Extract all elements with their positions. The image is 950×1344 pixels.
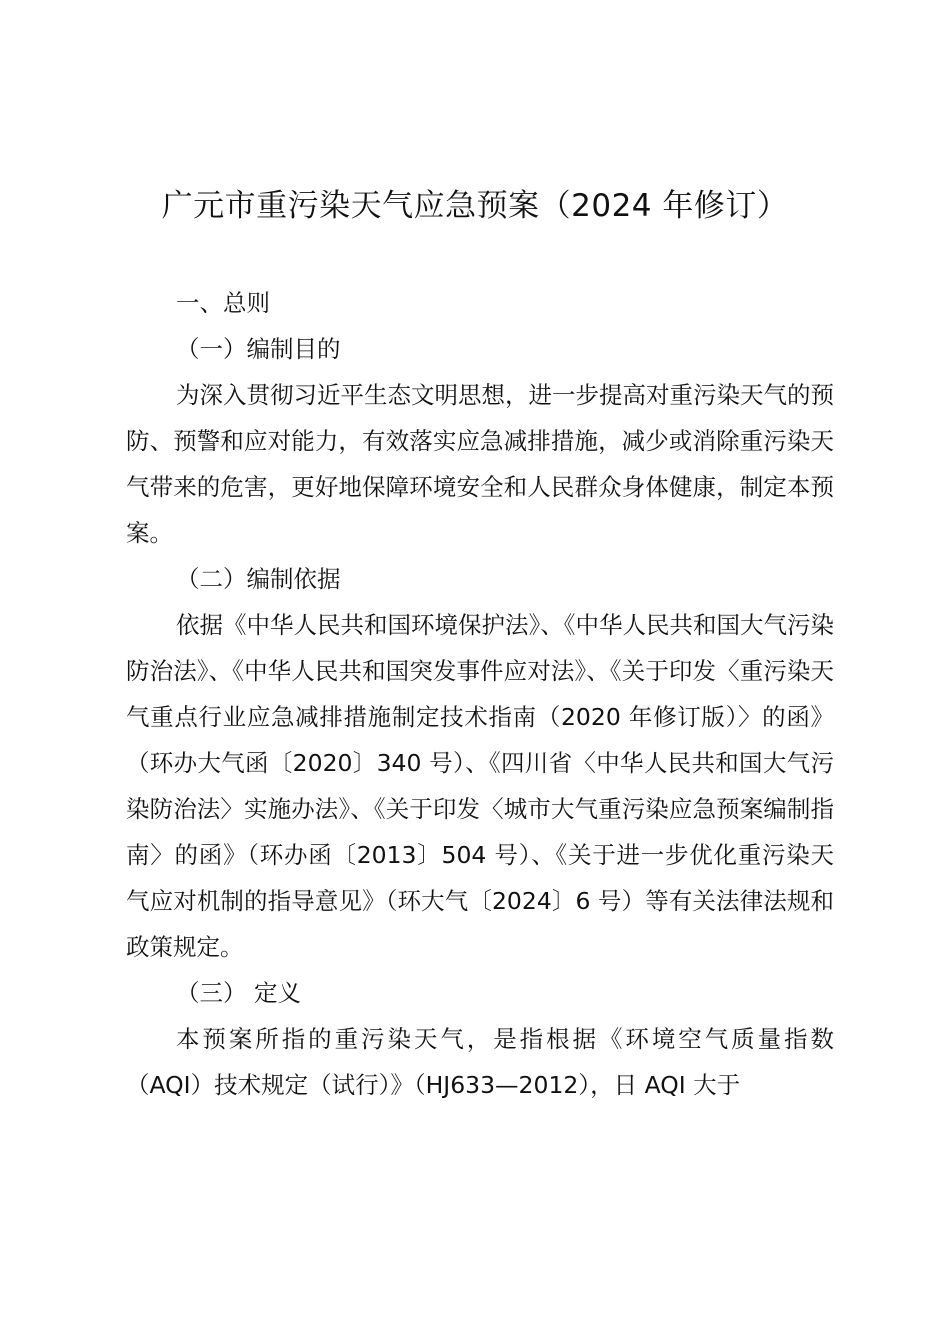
section-heading-general: 一、总则 (176, 289, 270, 317)
subsection-heading-definition: （三） 定义 (176, 979, 301, 1007)
document-title: 广元市重污染天气应急预案（2024 年修订） (161, 188, 789, 224)
subsection-heading-basis: （二）编制依据 (176, 565, 341, 593)
paragraph-basis: 依据《中华人民共和国环境保护法》、《中华人民共和国大气污染防治法》、《中华人民共和国突发事件应对法》、《关于印发〈重污染天气重点行业应急减排措施制定技术指南（2020 年修订版）〉的函》（环办大气函〔2020〕340 号）、《四川省〈中华人民共和国大气污染防治法〉实施办法》、《关于印发〈城市大气重污染应急预案编制指南〉的函》（环办函〔2013〕504 号）、《关于进一步优化重污染天气应对机制的指导意见》（环大气〔2024〕6 号）等有关法律法规和政策规定。 (126, 611, 834, 961)
subsection-heading-purpose: （一）编制目的 (176, 335, 341, 363)
paragraph-definition: 本预案所指的重污染天气，是指根据《环境空气质量指数（AQI）技术规定（试行）》（HJ633—2012），日 AQI 大于 (126, 1025, 834, 1099)
paragraph-purpose: 为深入贯彻习近平生态文明思想，进一步提高对重污染天气的预防、预警和应对能力，有效落实应急减排措施，减少或消除重污染天气带来的危害，更好地保障环境安全和人民群众身体健康，制定本预案。 (126, 381, 834, 547)
document-body (126, 280, 834, 1108)
